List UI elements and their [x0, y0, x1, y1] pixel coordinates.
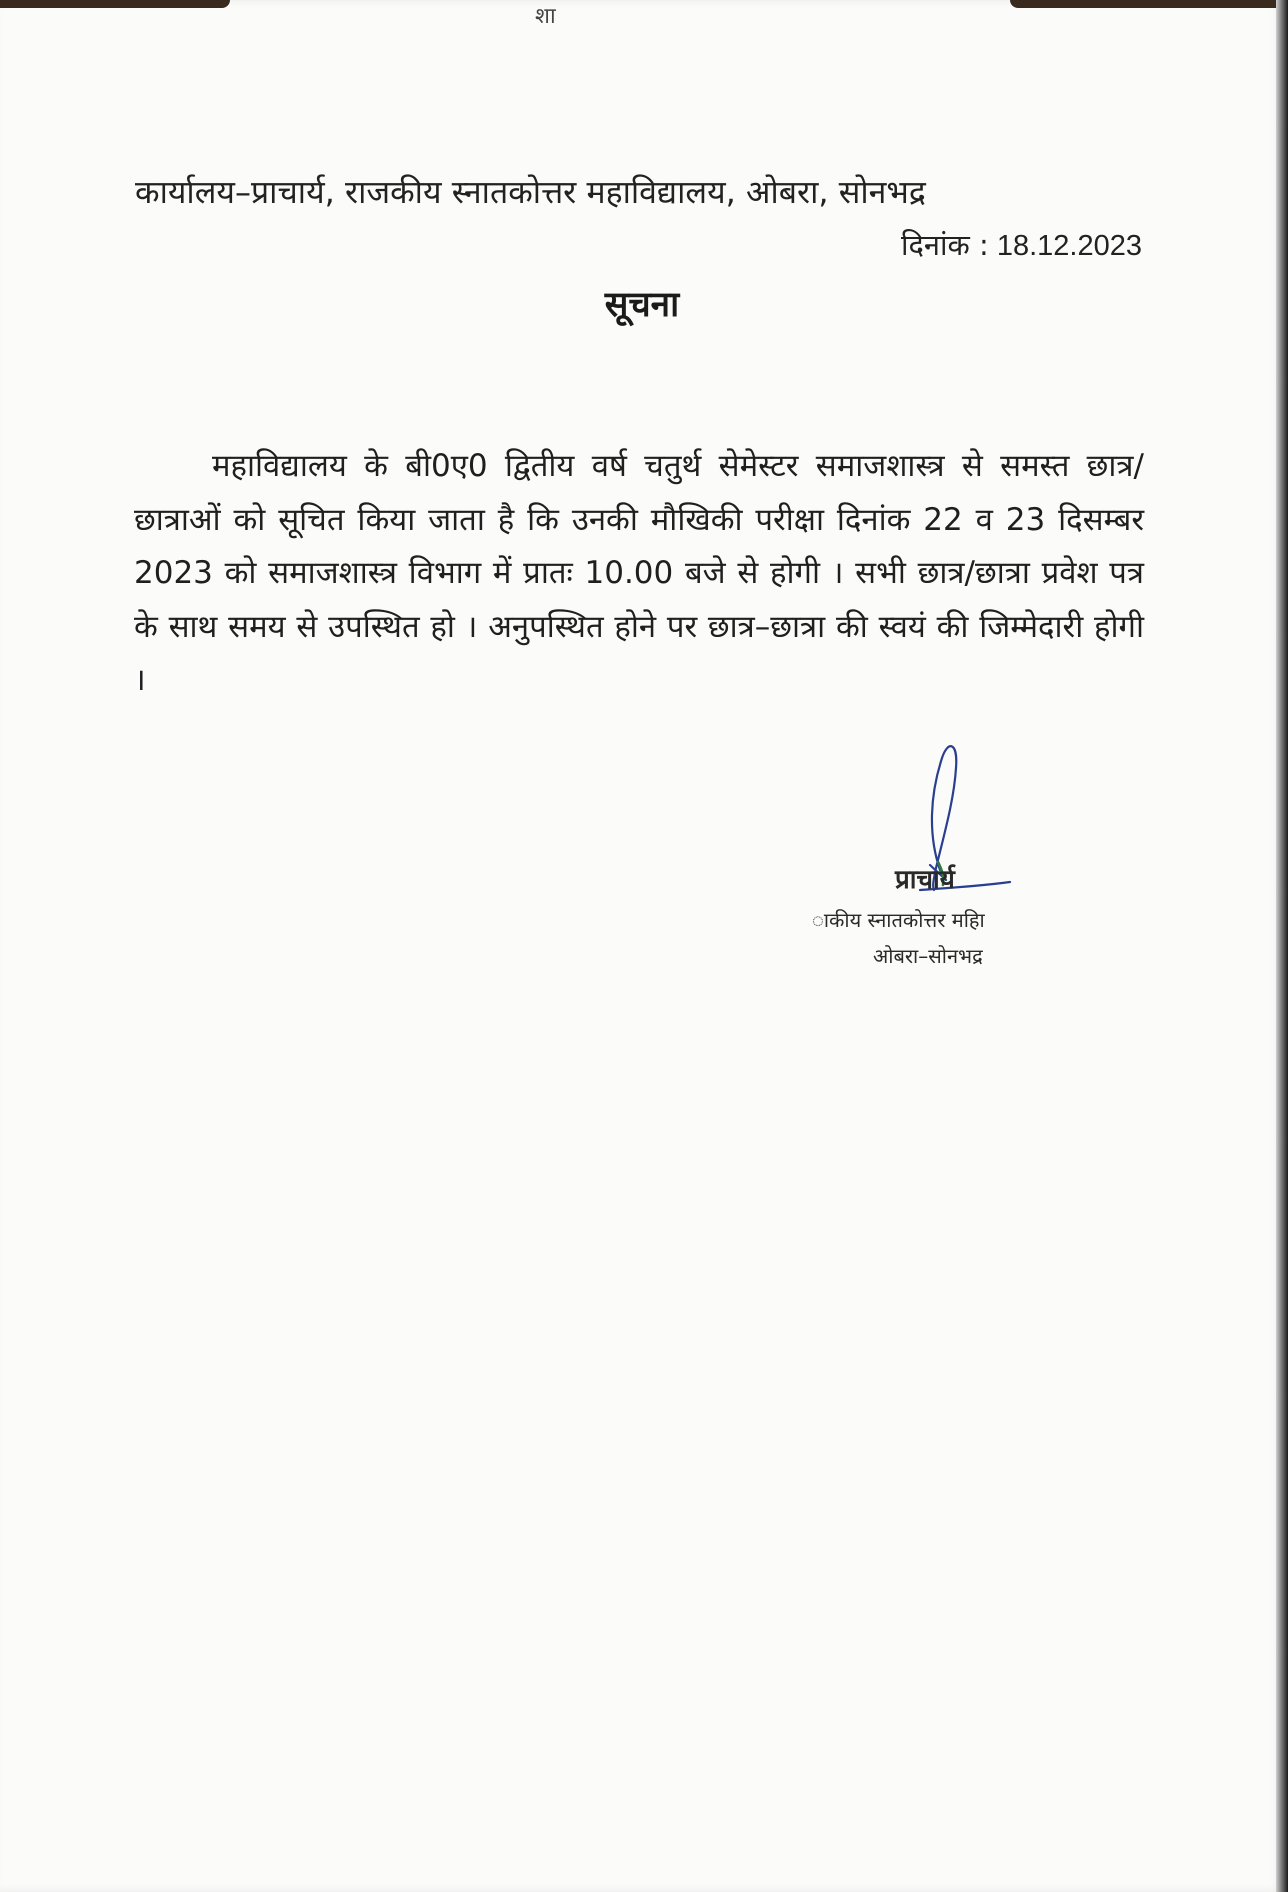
date-line [901, 225, 1142, 264]
notice-body: महाविद्यालय के बी0ए0 द्वितीय वर्ष चतुर्थ सेमेस्टर समाजशास्त्र से समस्त छात्र/छात्राओं को सूचित किया जाता है कि उनकी मौखिकी परीक्षा दिनांक 22 व 23 दिसम्बर 2023 को समाजशास्त्र विभाग में प्रातः 10.00 बजे से होगी । सभी छात्र/छात्रा प्रवेश पत्र के साथ समय से उपस्थित हो । अनुपस्थित होने पर छात्र–छात्रा की स्वयं की जिम्मेदारी होगी । [134, 448, 1144, 698]
signatory-college: ाकीय स्नातकोत्तर महाि [812, 908, 985, 932]
page-edge-shadow [1276, 0, 1288, 1892]
signatory-place: ओबरा–सोनभद्र [873, 944, 983, 968]
top-cut-text: शा [535, 4, 556, 29]
office-heading: कार्यालय–प्राचार्य, राजकीय स्नातकोत्तर महाविद्यालय, ओबरा, सोनभद्र [135, 173, 926, 211]
top-right-edge [1010, 0, 1284, 8]
date-label: दिनांक : [901, 228, 989, 262]
date-value: 18.12.2023 [996, 230, 1142, 262]
top-left-edge [0, 0, 230, 8]
notice-title: सूचना [604, 285, 680, 325]
signatory-title: प्राचार्य [895, 865, 955, 895]
